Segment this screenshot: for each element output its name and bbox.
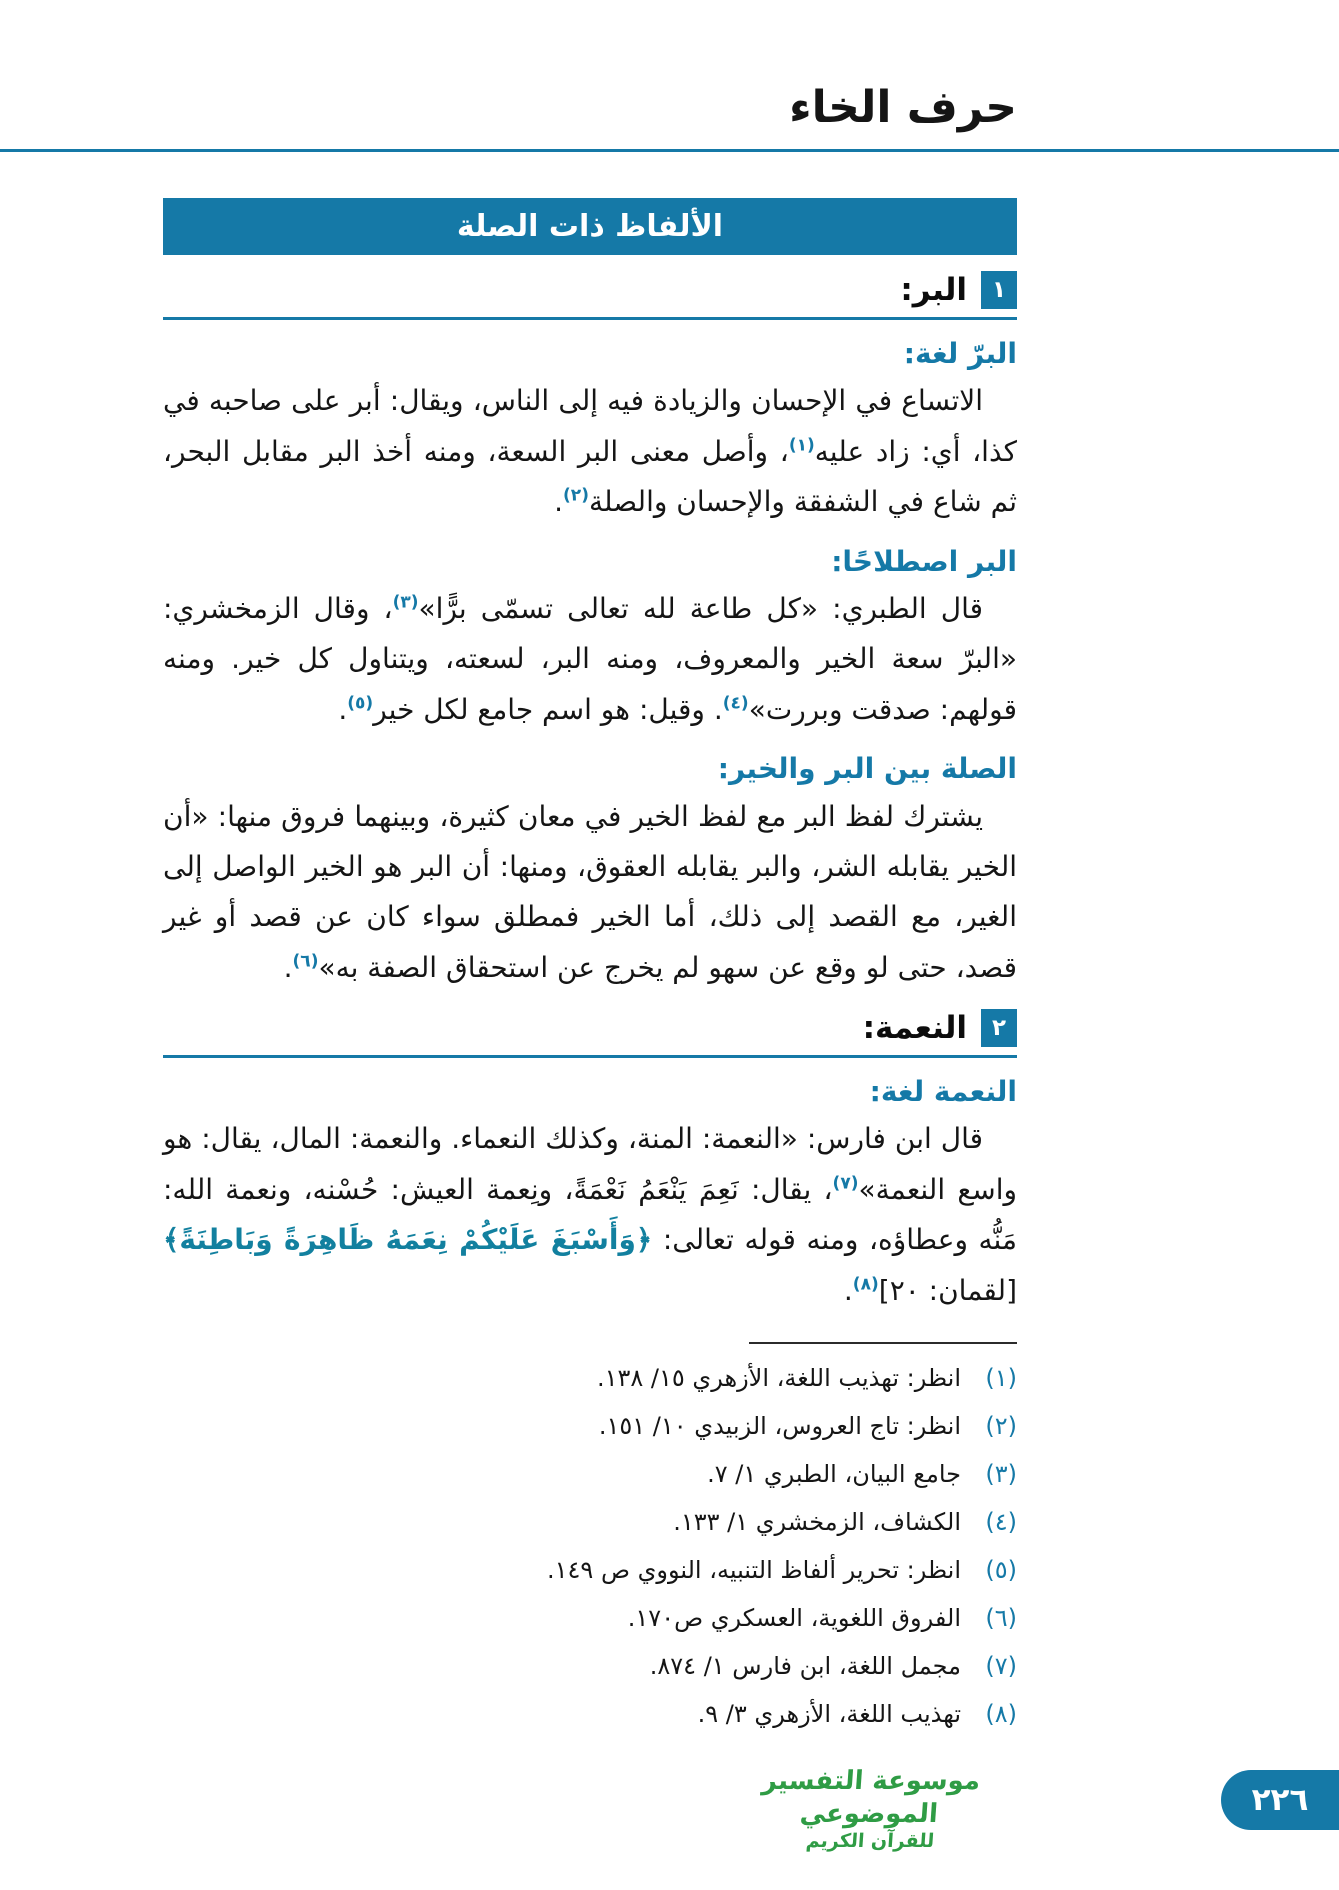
footnote-number: (٢)	[985, 1412, 1017, 1441]
footnotes-separator	[749, 1342, 1017, 1344]
page-number-badge	[1221, 1770, 1339, 1830]
section-title: البر:	[900, 272, 967, 308]
section-header-alnima	[163, 1009, 1017, 1058]
footnote-number: (٤)	[985, 1508, 1017, 1537]
paragraph-nima-lugha: قال ابن فارس: «النعمة: المنة، وكذلك النعماء. والنعمة: المال، يقال: هو واسع النعمة»$^{(٧)}$، يقال: نَعِمَ يَنْعَمُ نَعْمَةً، ونِعمة العيش: حُسْنه، ونعمة الله: مَنُّه وعطاؤه، ومنه قوله تعالى: ﴿وَأَسْبَغَ عَلَيْكُمْ نِعَمَهُ ظَاهِرَةً وَبَاطِنَةً﴾ [لقمان: ٢٠]$^{(٨)}$.	[163, 1122, 1017, 1307]
footnote-text: انظر: تحرير ألفاظ التنبيه، النووي ص ١٤٩.	[547, 1556, 961, 1585]
section-title: النعمة:	[862, 1010, 967, 1047]
footnotes-list	[163, 1354, 1017, 1738]
section-number-badge: ٢	[981, 1009, 1017, 1047]
subheading-birr-lugha: البرّ لغة:	[903, 337, 1017, 370]
footnote-item	[163, 1642, 1017, 1690]
publisher-logo	[750, 1765, 990, 1854]
footnote-number: (٨)	[985, 1700, 1017, 1729]
subheading-birr-istilah: البر اصطلاحًا:	[831, 544, 1017, 578]
footnote-item	[163, 1498, 1017, 1546]
related-terms-banner	[163, 198, 1017, 255]
footnote-item	[163, 1690, 1017, 1738]
footnote-number: (٧)	[985, 1652, 1017, 1681]
publisher-logo-subtitle: للقرآن الكريم	[805, 1830, 935, 1852]
footnote-item	[163, 1594, 1017, 1642]
section-header-albirr	[163, 271, 1017, 320]
paragraph-birr-lugha: الاتساع في الإحسان والزيادة فيه إلى الناس، ويقال: أبر على صاحبه في كذا، أي: زاد عليه$^{(١)}$، وأصل معنى البر السعة، ومنه أخذ البر مقابل البحر، ثم شاع في الشفقة والإحسان والصلة$^{(٢)}$.	[163, 384, 1017, 519]
footnote-item	[163, 1450, 1017, 1498]
footnote-item	[163, 1354, 1017, 1402]
subheading-nima-lugha: النعمة لغة:	[869, 1075, 1017, 1109]
footnote-text: الكشاف، الزمخشري ١/ ١٣٣.	[673, 1508, 961, 1537]
paragraph-birr-istilah: قال الطبري: «كل طاعة لله تعالى تسمّى برًّا»$^{(٣)}$، وقال الزمخشري: «البرّ سعة الخير والمعروف، ومنه البر، لسعته، ويتناول كل خير. ومنه قولهم: صدقت وبررت»$^{(٤)}$. وقيل: هو اسم جامع لكل خير$^{(٥)}$.	[163, 591, 1017, 726]
paragraph-birr-khayr-relation: يشترك لفظ البر مع لفظ الخير في معان كثيرة، وبينهما فروق منها: «أن الخير يقابله الشر، والبر يقابله العقوق، ومنها: أن البر هو الخير الواصل إلى الغير، مع القصد إلى ذلك، أما الخير فمطلق سواء كان عن قصد أو غير قصد، حتى لو وقع عن سهو لم يخرج عن استحقاق الصفة به»$^{(٦)}$.	[163, 799, 1017, 984]
banner-title: الألفاظ ذات الصلة	[456, 209, 724, 244]
footnote-item	[163, 1546, 1017, 1594]
footnote-text: مجمل اللغة، ابن فارس ١/ ٨٧٤.	[649, 1652, 961, 1681]
publisher-logo-title: موسوعة التفسير الموضوعي	[761, 1766, 982, 1829]
page-number: ٢٢٦	[1251, 1782, 1309, 1818]
section-number-badge: ١	[981, 271, 1017, 309]
main-content	[163, 0, 1017, 1738]
chapter-calligraphy-title: حرف الخاء	[789, 82, 1017, 133]
footnote-text: جامع البيان، الطبري ١/ ٧.	[707, 1460, 961, 1489]
footnote-number: (٥)	[985, 1556, 1017, 1585]
footnote-text: الفروق اللغوية، العسكري ص١٧٠.	[627, 1604, 961, 1633]
footnote-number: (٣)	[985, 1460, 1017, 1489]
footnote-text: انظر: تهذيب اللغة، الأزهري ١٥/ ١٣٨.	[596, 1364, 961, 1393]
footnote-number: (٦)	[985, 1604, 1017, 1633]
footnote-number: (١)	[985, 1364, 1017, 1393]
footnote-text: تهذيب اللغة، الأزهري ٣/ ٩.	[697, 1700, 961, 1729]
footnote-text: انظر: تاج العروس، الزبيدي ١٠/ ١٥١.	[598, 1412, 961, 1441]
footnote-item	[163, 1402, 1017, 1450]
subheading-birr-khayr-relation: الصلة بين البر والخير:	[717, 752, 1017, 786]
